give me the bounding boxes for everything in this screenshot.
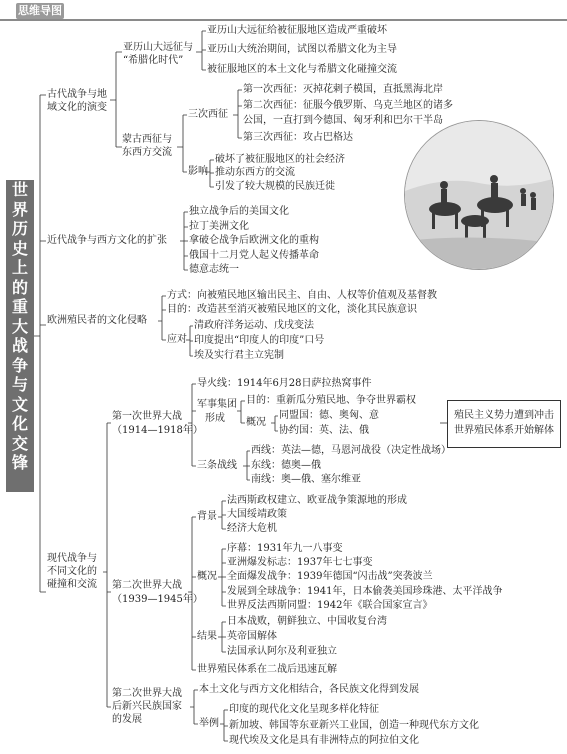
campaign-item: 公国，一直打到今德国、匈牙利和巴尔干半岛: [243, 115, 443, 126]
root-char-5: 上: [11, 258, 28, 277]
root-char-4: 史: [11, 238, 28, 258]
root-char-13: 化: [11, 414, 28, 433]
campaign-item: 第二次西征：征服今俄罗斯、乌克兰地区的诸多: [243, 100, 453, 111]
ww1-label-2: （1914—1918年）: [112, 425, 203, 436]
ww2-label-2: （1939—1945年）: [112, 594, 203, 605]
mongol-impact-item: 破坏了被征服地区的社会经济: [215, 154, 345, 165]
colonial-response: 清政府洋务运动、戊戌变法: [194, 320, 314, 331]
alexander-label-1: 亚历山大远征与: [123, 42, 193, 53]
ww2-background-label: 背景: [197, 511, 217, 522]
modern-item: 拿破仑战争后欧洲文化的重构: [189, 235, 319, 246]
campaign-item: 第一次西征：灭掉花剌子模国，直抵黑海北岸: [243, 84, 443, 95]
ww2-background-item: 经济大危机: [227, 523, 277, 534]
ww2-result-item: 日本战败，朝鲜独立、中国收复台湾: [227, 616, 387, 627]
modern-label: 近代战争与西方文化的扩张: [47, 235, 167, 246]
ww2-result-label: 结果: [197, 631, 217, 642]
ww1-front: 东线：德奥—俄: [251, 460, 321, 471]
alexander-item: 亚历山大统治期间，试图以希腊文化为主导: [207, 44, 397, 55]
alexander-label-2: “希腊化时代”: [123, 55, 184, 66]
ww2-overview-label: 概况: [197, 571, 217, 582]
ancient-label-2: 域文化的演变: [47, 102, 107, 113]
campaign-item: 第三次西征：攻占巴格达: [243, 132, 353, 143]
ww1-alliance: 协约国：英、法、俄: [279, 425, 369, 436]
colonial-label: 欧洲殖民者的文化侵略: [47, 315, 147, 326]
mongol-impact-item: 引发了较大规模的民族迁徙: [215, 181, 335, 192]
colonial-response: 埃及实行君主立宪制: [194, 350, 284, 361]
contemporary-label-1: 现代战争与: [47, 553, 97, 564]
alexander-item: 亚历山大远征给被征服地区造成严重破坏: [207, 25, 387, 36]
modern-item: 独立战争后的美国文化: [189, 206, 289, 217]
ww1-label-1: 第一次世界大战: [112, 411, 182, 422]
root-char-2: 界: [11, 199, 28, 219]
cavalry-illustration-art: [405, 121, 553, 269]
postwar-example: 新加坡、韩国等东亚新兴工业国，创造一种现代东方文化: [229, 720, 479, 731]
mongol-label-2: 东西方交流: [122, 147, 172, 158]
ww2-result-item: 法国承认阿尔及利亚独立: [227, 646, 337, 657]
root-char-14: 交: [11, 433, 28, 453]
ww2-overview-item: 发展到全球战争：1941年，日本偷袭美国珍珠港、太平洋战争: [227, 586, 503, 597]
colonial-response-label: 应对: [167, 334, 187, 345]
ww1-overview-label: 概况: [246, 417, 266, 428]
ww1-blocs-label-1: 军事集团: [197, 399, 237, 410]
ww2-overview-item: 亚洲爆发标志：1937年七七事变: [227, 557, 373, 568]
postwar-example: 现代埃及文化是具有非洲特点的阿拉伯文化: [229, 735, 419, 746]
ww1-fronts-label: 三条战线: [197, 460, 237, 471]
ww2-overview-item: 全面爆发战争：1939年德国“闪击战”突袭波兰: [227, 571, 433, 582]
ww2-overview-item: 世界反法西斯同盟：1942年《联合国家宣言》: [227, 600, 433, 611]
alexander-item: 被征服地区的本土文化与希腊文化碰撞交流: [207, 64, 397, 75]
root-char-15: 锋: [11, 453, 28, 472]
colonial-method: 方式：向被殖民地区输出民主、自由、人权等价值观及基督教: [167, 290, 437, 301]
ww1-result-box: [447, 400, 561, 448]
ww2-overview-item: 序幕：1931年九一八事变: [227, 543, 343, 554]
postwar-label-2: 后新兴民族国家: [112, 701, 182, 712]
postwar-example: 印度的现代化文化呈现多样化特征: [229, 704, 379, 715]
modern-item: 德意志统一: [189, 264, 239, 275]
ww1-front: 西线：英法—德，马恩河战役（决定性战场）: [251, 445, 451, 456]
root-char-10: 争: [11, 355, 28, 375]
root-char-11: 与: [11, 375, 28, 394]
mongol-impact-label: 影响: [188, 166, 208, 177]
ww1-result-1: 殖民主义势力遭到冲击: [454, 410, 554, 421]
ww1-front: 南线：奥—俄、塞尔维亚: [251, 474, 361, 485]
root-char-7: 重: [11, 297, 28, 316]
ww1-alliance: 同盟国：德、奥匈、意: [279, 410, 379, 421]
ww2-background-item: 法西斯政权建立、欧亚战争策源地的形成: [227, 495, 407, 506]
root-char-12: 文: [11, 394, 28, 414]
ww2-background-item: 大国绥靖政策: [227, 509, 287, 520]
mongol-label-1: 蒙古西征与: [122, 134, 172, 145]
root-char-6: 的: [11, 277, 28, 297]
colonial-method: 目的：改造甚至消灭被殖民地区的文化，淡化其民族意识: [167, 304, 417, 315]
ww1-result-2: 世界殖民体系开始解体: [454, 425, 554, 436]
ww2-label-1: 第二次世界大战: [112, 580, 182, 591]
colonial-response: 印度提出“印度人的印度”口号: [194, 335, 325, 346]
postwar-label-1: 第二次世界大战: [112, 688, 182, 699]
contemporary-label-2: 不同文化的: [47, 566, 97, 577]
root-char-9: 战: [11, 336, 28, 355]
cavalry-illustration: [404, 120, 554, 270]
root-title-banner: [6, 180, 34, 492]
contemporary-label-3: 碰撞和交流: [47, 579, 97, 590]
root-char-8: 大: [11, 316, 28, 336]
postwar-summary: 本土文化与西方文化相结合，各民族文化得到发展: [199, 684, 419, 695]
root-char-1: 世: [11, 180, 28, 199]
ww2-result-item: 英帝国解体: [227, 631, 277, 642]
ww1-fuse: 导火线：1914年6月28日萨拉热窝事件: [197, 378, 372, 389]
root-char-3: 历: [11, 219, 28, 238]
ancient-label-1: 古代战争与地: [47, 89, 107, 100]
modern-item: 拉丁美洲文化: [189, 221, 249, 232]
mongol-impact-item: 推动东西方的交流: [215, 167, 295, 178]
postwar-label-3: 的发展: [112, 714, 142, 725]
modern-item: 俄国十二月党人起义传播革命: [189, 250, 319, 261]
postwar-example-label: 举例: [199, 718, 219, 729]
ww1-blocs-label-2: 形成: [205, 413, 225, 424]
three-campaigns-label: 三次西征: [188, 109, 228, 120]
mind-map-header: 思维导图: [18, 4, 62, 17]
ww2-collapse: 世界殖民体系在二战后迅速瓦解: [197, 664, 337, 675]
ww1-goal: 目的：重新瓜分殖民地、争夺世界霸权: [246, 395, 416, 406]
